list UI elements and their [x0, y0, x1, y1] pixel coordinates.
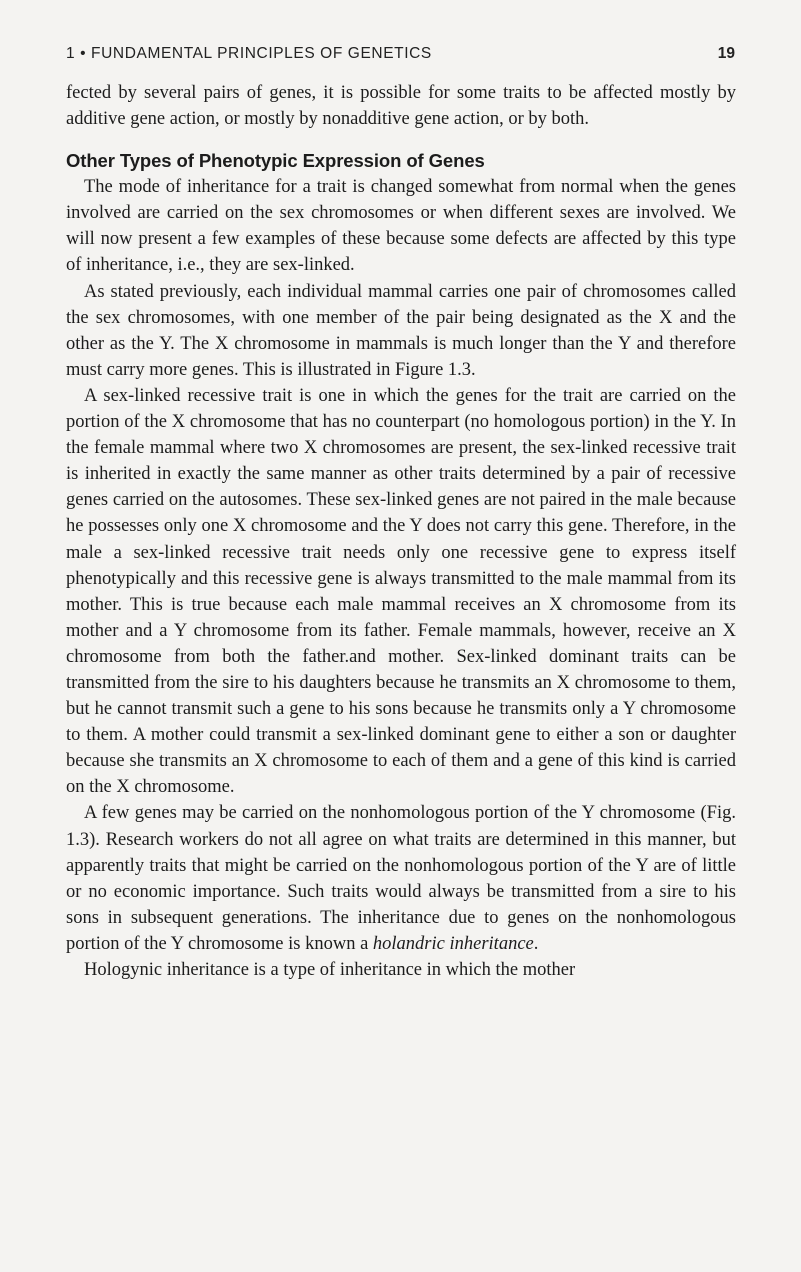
- chapter-title: 1 • FUNDAMENTAL PRINCIPLES OF GENETICS: [66, 45, 432, 62]
- body-text: [66, 80, 736, 983]
- paragraph-sex-chromosome-intro: The mode of inheritance for a trait is changed somewhat from normal when the genes involved are carried on the sex chromosomes or when different sexes are involved. We will now present a few examples of these because some defects are affected by this type of inheritance, i.e., they are sex-linked.: [66, 177, 736, 276]
- paragraph-sex-chromosomes: As stated previously, each individual mammal carries one pair of chromosomes called the sex chromosomes, with one member of the pair being designated as the X and the other as the Y. The X chromosome in mammals is much longer than the Y and therefore must carry more genes. This is illustrated in Figure 1.3.: [66, 281, 736, 380]
- paragraph-holandric: [66, 800, 736, 957]
- paragraph-continued: fected by several pairs of genes, it is possible for some traits to be affected mostly by additive gene action, or mostly by nonadditive gene action, or by both.: [66, 83, 736, 130]
- page-number: 19: [717, 45, 735, 62]
- section-heading: Other Types of Phenotypic Expression of Genes: [66, 150, 485, 172]
- paragraph-hologynic: Hologynic inheritance is a type of inheritance in which the mother: [84, 960, 576, 980]
- paragraph-sex-linked-recessive: A sex-linked recessive trait is one in which the genes for the trait are carried on the portion of the X chromosome that has no counterpart (no homologous portion) in the Y. In the female mammal where two X chromosomes are present, the sex-linked recessive trait is inherited in exactly the same manner as other traits determined by a pair of recessive genes carried on the autosomes. These sex-linked genes are not paired in the male because he possesses only one X chromosome and the Y does not carry this gene. Therefore, in the male a sex-linked recessive trait needs only one recessive gene to express itself phenotypically and this recessive gene is always transmitted to the male mammal from its mother. This is true because each male mammal receives an X chromosome from its mother and a Y chromosome from its father. Female mammals, however, receive an X chromosome from both the father.and mother. Sex-linked dominant traits can be transmitted from the sire to his daughters because he transmits an X chromosome to them, but he cannot transmit such a gene to his sons because he transmits only a Y chromosome to them. A mother could transmit a sex-linked dominant gene to either a son or daughter because she transmits an X chromosome to each of them and a gene of this kind is carried on the X chromosome.: [66, 385, 736, 798]
- holandric-term: holandric inheritance: [372, 933, 534, 954]
- running-head: [66, 45, 735, 69]
- holandric-text: A few genes may be carried on the nonhomologous portion of the Y chromosome (Fig. 1.3). Research workers do not all agree on what traits are determined in this manner, but apparently traits that might be carried on the nonhomologous portion of the Y are of little or no economic importance. Such traits would always be transmitted from a sire to his sons in subsequent generations. The inheritance due to genes on the nonhomologous portion of the Y chromosome is known a: [66, 803, 736, 954]
- holandric-period: .: [533, 933, 539, 954]
